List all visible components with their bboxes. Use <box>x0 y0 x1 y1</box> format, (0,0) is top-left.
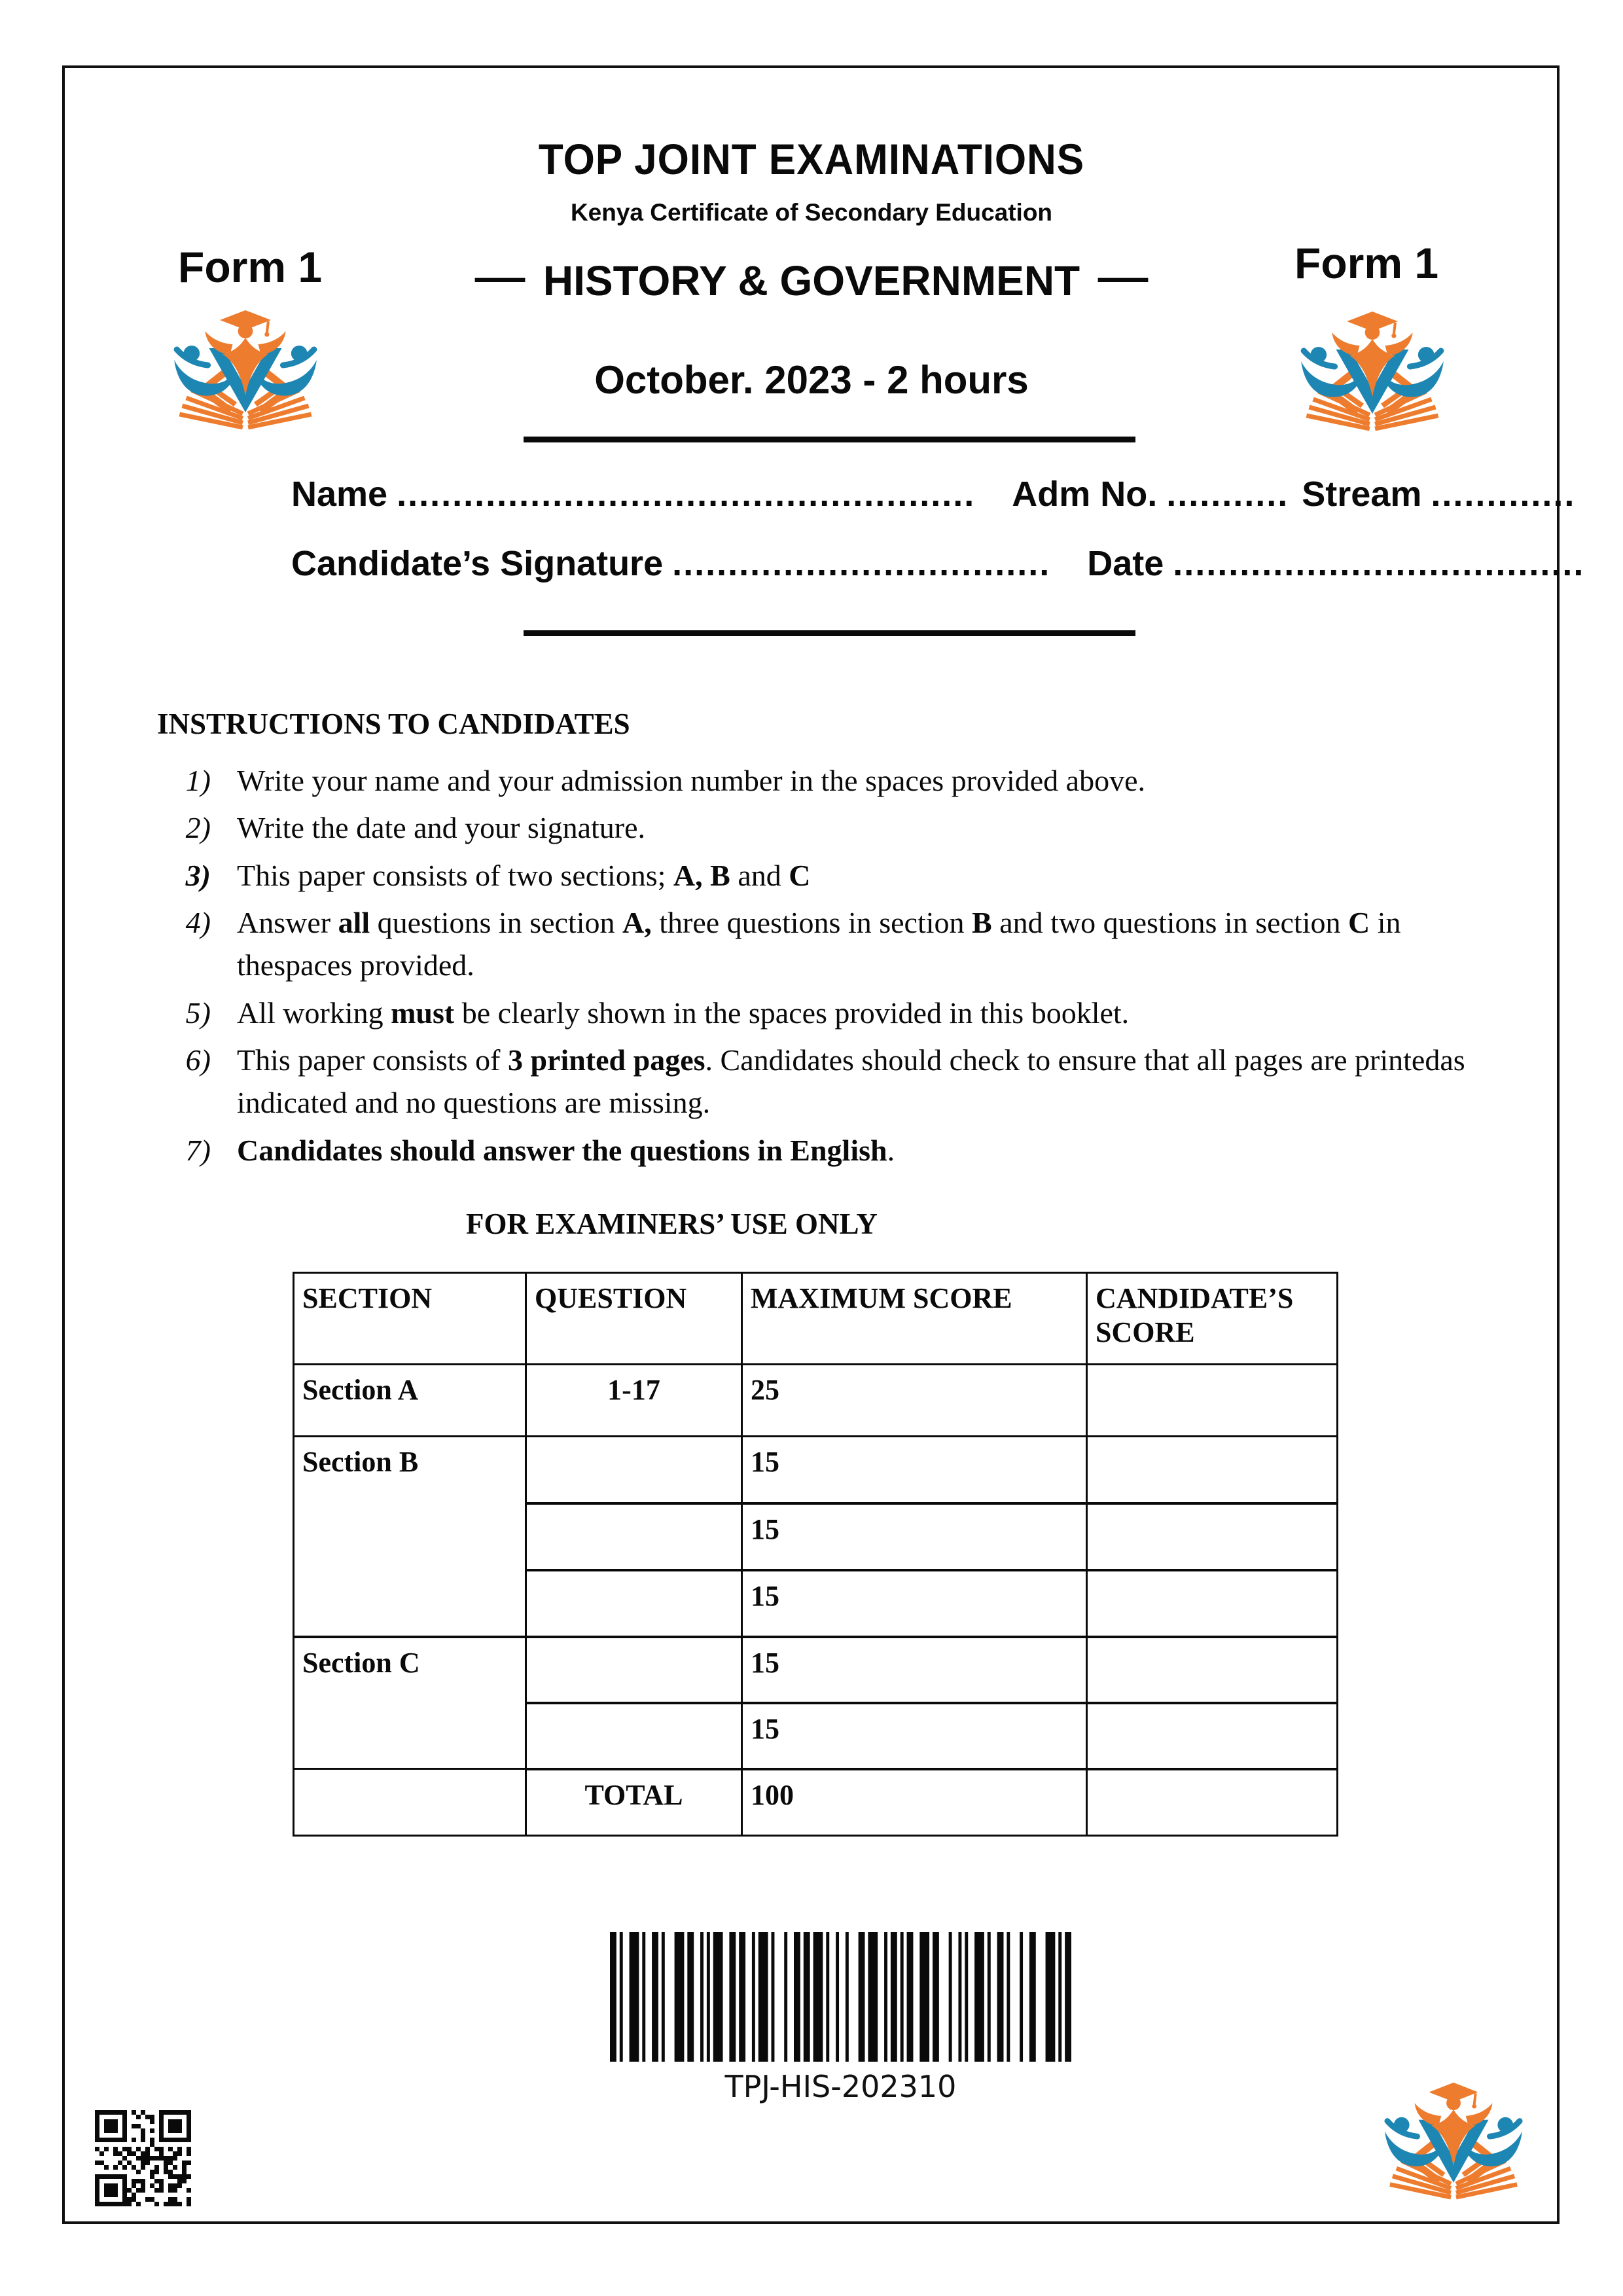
barcode-icon <box>610 1932 1071 2062</box>
col-header-question: QUESTION <box>526 1273 742 1365</box>
section-a-question: 1-17 <box>526 1365 742 1437</box>
school-logo-left <box>171 308 319 432</box>
barcode <box>610 1932 1071 2104</box>
certificate-subtitle: Kenya Certificate of Secondary Education <box>570 199 1053 226</box>
instruction-number: 3) <box>185 858 211 892</box>
signature-label: Candidate’s Signature <box>291 544 664 583</box>
section-b-candidate-score-1 <box>1087 1437 1338 1503</box>
score-table <box>293 1272 1338 1837</box>
stream-field-dots: ............. <box>1431 475 1576 514</box>
left-dash: — <box>474 253 526 300</box>
form-level-label-left: Form 1 <box>178 243 323 291</box>
section-b-max-score-3: 15 <box>742 1570 1087 1637</box>
instructions-heading: INSTRUCTIONS TO CANDIDATES <box>157 708 630 740</box>
instruction-text: Answer all questions in section A, three questions in section B and two questions in section C in thespaces provided. <box>237 905 1401 982</box>
instruction-text: This paper consists of two sections; A, B and C <box>237 858 811 892</box>
section-b-max-score-1: 15 <box>742 1437 1087 1503</box>
instruction-text: Candidates should answer the questions in English. <box>237 1133 895 1167</box>
right-dash: — <box>1097 253 1149 300</box>
total-row-empty-cell <box>294 1769 526 1836</box>
section-c-question-1 <box>526 1637 742 1703</box>
examiners-use-heading: FOR EXAMINERS’ USE ONLY <box>466 1208 878 1240</box>
section-c-candidate-score-2 <box>1087 1703 1338 1769</box>
adm-no-field-dots: ........... <box>1166 475 1289 514</box>
col-header-max-score: MAXIMUM SCORE <box>742 1273 1087 1365</box>
instruction-number: 4) <box>185 905 211 939</box>
section-b-max-score-2: 15 <box>742 1503 1087 1570</box>
instruction-number: 7) <box>185 1133 211 1167</box>
total-candidate-score <box>1087 1769 1338 1836</box>
instructions-list <box>164 759 1482 1176</box>
total-max-score: 100 <box>742 1769 1087 1836</box>
instruction-item <box>164 759 1482 802</box>
section-b-question-2 <box>526 1503 742 1570</box>
school-logo-bottom <box>1382 2080 1525 2202</box>
instruction-number: 1) <box>185 764 211 797</box>
instruction-item <box>164 806 1482 849</box>
section-c-question-2 <box>526 1703 742 1769</box>
instruction-item <box>164 854 1482 897</box>
section-a-max-score: 25 <box>742 1365 1087 1437</box>
instruction-text: This paper consists of 3 printed pages. Candidates should check to ensure that all pages are printedas indicated and no questions are missing. <box>237 1043 1465 1120</box>
form-level-label-right: Form 1 <box>1294 239 1439 287</box>
adm-no-label: Adm No. <box>1012 475 1158 514</box>
subject-name: HISTORY & GOVERNMENT <box>543 257 1080 304</box>
section-a-label: Section A <box>294 1365 526 1437</box>
barcode-text: TPJ-HIS-202310 <box>724 2069 957 2104</box>
date-field-dots: ..................................... <box>1173 544 1585 583</box>
instruction-number: 6) <box>185 1043 211 1077</box>
section-b-question-1 <box>526 1437 742 1503</box>
instruction-item <box>164 1129 1482 1172</box>
instruction-item <box>164 901 1482 987</box>
section-a-candidate-score <box>1087 1365 1338 1437</box>
school-logo-right <box>1298 309 1446 433</box>
section-b-label: Section B <box>294 1437 526 1637</box>
divider-rule-bottom <box>524 630 1135 636</box>
date-label: Date <box>1087 544 1164 583</box>
qr-code-icon <box>95 2110 192 2207</box>
signature-date-line <box>291 543 1585 584</box>
instruction-number: 2) <box>185 811 211 845</box>
section-c-candidate-score-1 <box>1087 1637 1338 1703</box>
qr-code <box>95 2110 192 2210</box>
instruction-text: Write your name and your admission number in the spaces provided above. <box>237 764 1145 797</box>
name-field-dots: .................................................... <box>397 475 976 514</box>
section-c-label: Section C <box>294 1637 526 1769</box>
name-label: Name <box>291 475 388 514</box>
section-b-question-3 <box>526 1570 742 1637</box>
candidate-details-line <box>291 474 1576 514</box>
instruction-text: Write the date and your signature. <box>237 811 646 845</box>
divider-rule-top <box>524 437 1135 442</box>
col-header-section: SECTION <box>294 1273 526 1365</box>
instruction-item <box>164 1039 1482 1124</box>
col-header-candidate-score: CANDIDATE’S SCORE <box>1087 1273 1338 1365</box>
stream-label: Stream <box>1302 475 1422 514</box>
signature-field-dots: .................................. <box>672 544 1051 583</box>
instruction-text: All working must be clearly shown in the spaces provided in this booklet. <box>237 996 1130 1030</box>
section-b-candidate-score-3 <box>1087 1570 1338 1637</box>
instruction-item <box>164 992 1482 1034</box>
section-c-max-score-2: 15 <box>742 1703 1087 1769</box>
section-c-max-score-1: 15 <box>742 1637 1087 1703</box>
instruction-number: 5) <box>185 996 211 1030</box>
total-label: TOTAL <box>526 1769 742 1836</box>
section-b-candidate-score-2 <box>1087 1503 1338 1570</box>
exam-date-duration: October. 2023 - 2 hours <box>594 358 1029 402</box>
exam-board-title: TOP JOINT EXAMINATIONS <box>538 135 1085 183</box>
